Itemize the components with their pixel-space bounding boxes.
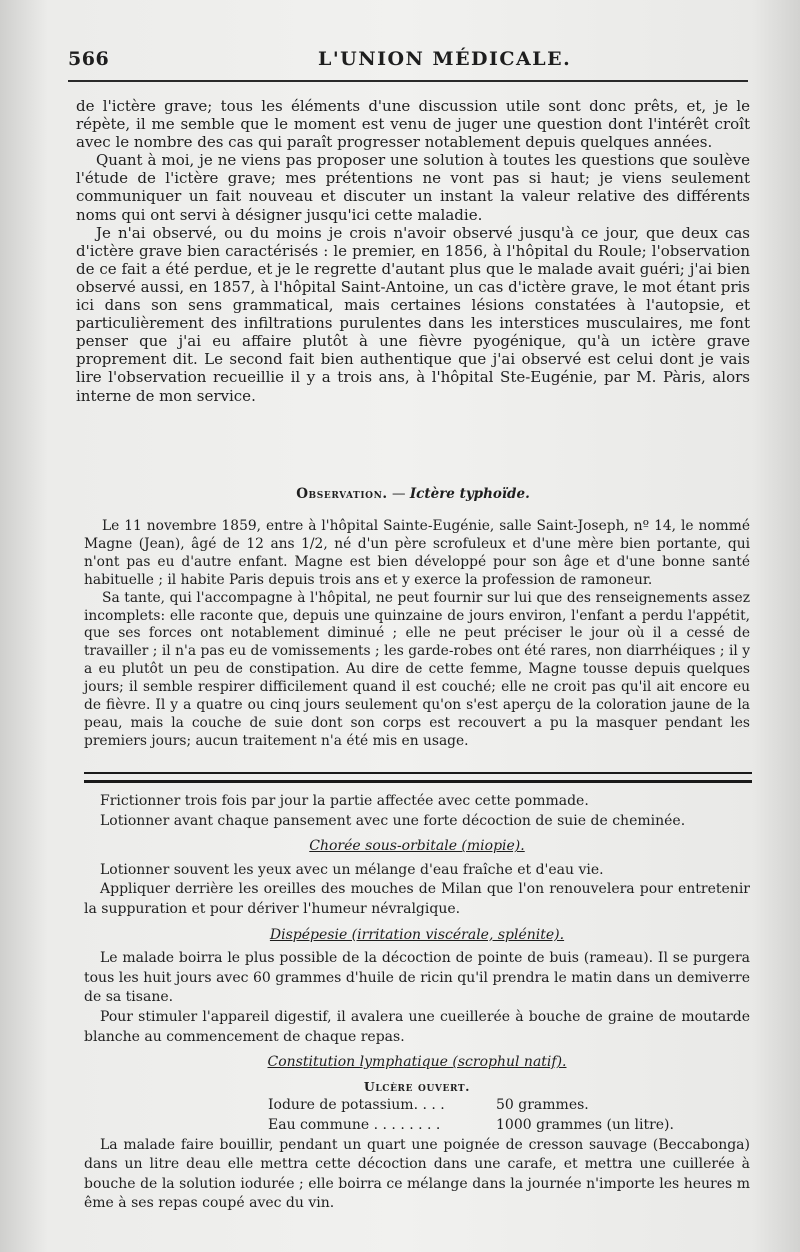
section-heading — [84, 1053, 750, 1073]
prescription-line: Frictionner trois fois par jour la partie affectée avec cette pommade. — [100, 793, 589, 809]
header-rule — [68, 80, 748, 82]
recipe-row — [84, 1116, 750, 1136]
subsection-heading: Ulcère ouvert. — [363, 1078, 471, 1094]
observation-paragraph: Le 11 novembre 1859, entre à l'hôpital Sainte-Eugénie, salle Saint-Joseph, nº 14, le nommé Magne (Jean), âgé de 12 ans 1/2, né d'un père scrofuleux et d'une mère bien portante, qui n'ont pas eu d'autre enfant. Magne est bien développé pour son âge et d'une bonne santé habituelle ; il habite Paris depuis trois ans et y exerce la profession de ramoneur. — [84, 518, 750, 588]
page-header — [68, 48, 748, 78]
prescription-section — [84, 792, 750, 1214]
observation-dash: — — [387, 486, 410, 502]
prescription-paragraph: Pour stimuler l'appareil digestif, il avalera une cueillerée à bouche de graine de moutarde blanche au commencement de chaque repas. — [84, 1008, 750, 1045]
observation-title: Ictère typhoïde. — [409, 486, 530, 502]
section-heading — [84, 837, 750, 857]
section-heading-text: Constitution lymphatique (scrophul natif). — [267, 1054, 567, 1071]
recipe-ingredient: Iodure de potassium. . . . — [268, 1097, 445, 1114]
body-text — [76, 97, 750, 405]
page-number: 566 — [68, 48, 110, 70]
observation-label: Observation. — [296, 486, 388, 502]
recipe-quantity: 50 grammes. — [496, 1097, 589, 1114]
section-divider — [84, 772, 752, 783]
recipe-ingredient: Eau commune . . . . . . . . — [268, 1116, 441, 1133]
prescription-line: Lotionner avant chaque pansement avec une forte décoction de suie de cheminée. — [100, 812, 686, 829]
body-paragraph: Je n'ai observé, ou du moins je crois n'avoir observé jusqu'à ce jour, que deux cas d'ictère grave bien caractérisés : le premier, en 1856, à l'hôpital du Roule; l'observation de ce fait a été perdue, et je le regrette d'autant plus que le malade avait guéri; j'ai bien observé aussi, en 1857, à l'hôpital Saint-Antoine, un cas d'ictère grave, le mot étant pris ici dans son sens grammatical, mais certaines lésions constatées à l'autopsie, et particulièrement des infiltrations purulentes dans les interstices musculaires, me font penser que j'ai eu affaire plutôt à une fièvre pyogénique, qu'à un ictère grave proprement dit. Le second fait bien authentique que j'ai observé est celui dont je vais lire l'observation recueillie il y a trois ans, à l'hôpital Ste-Eugénie, par M. Pàris, alors interne de mon service. — [76, 223, 750, 405]
observation-paragraph: Sa tante, qui l'accompagne à l'hôpital, ne peut fournir sur lui que des renseignements assez incomplets: elle raconte que, depuis une quinzaine de jours environ, l'enfant a perdu l'appétit, que ses forces ont notablement diminué ; elle ne peut préciser le jour où il a cessé de travailler ; il n'a pas eu de vomissements ; les garde-robes ont été rares, non diarrhéiques ; il y a eu plutôt un peu de constipation. Au dire de cette femme, Magne tousse depuis quelques jours; il semble respirer difficilement quand il est couché; elle ne croit pas qu'il ait encore eu de fièvre. Il y a quatre ou cinq jours seulement qu'on s'est aperçu de la coloration jaune de la peau, mais la couche de suie dont son corps est recouvert a pu la masquer pendant les premiers jours; aucun traitement n'a été mis en usage. — [84, 589, 750, 749]
journal-title: L'UNION MÉDICALE. — [318, 48, 572, 70]
body-paragraph: de l'ictère grave; tous les éléments d'une discussion utile sont donc prêts, et, je le répète, il me semble que le moment est venu de juger une question dont l'intérêt croît avec le nombre des cas qui paraît progresser notablement depuis quelques années. — [76, 97, 750, 152]
recipe-row — [84, 1096, 750, 1116]
recipe-quantity: 1000 grammes (un litre). — [496, 1116, 674, 1133]
prescription-paragraph: Appliquer derrière les oreilles des mouches de Milan que l'on renouvelera pour entretenir la suppuration et pour dériver l'humeur névralgique. — [84, 881, 750, 917]
section-heading-text: Dispépesie (irritation viscérale, splénite). — [269, 926, 565, 943]
observation-heading — [76, 486, 750, 502]
body-paragraph: Quant à moi, je ne viens pas proposer une solution à toutes les questions que soulève l'étude de l'ictère grave; mes prétentions ne vont pas si haut; je viens seulement communiquer un fait nouveau et discuter un instant la valeur relative des différents noms qui ont servi à désigner jusqu'ici cette maladie. — [76, 151, 750, 224]
prescription-paragraph: Lotionner souvent les yeux avec un mélange d'eau fraîche et d'eau vie. — [100, 861, 604, 878]
section-heading-text: Chorée sous-orbitale (miopie). — [309, 838, 525, 855]
observation-text — [84, 518, 750, 751]
prescription-paragraph: La malade faire bouillir, pendant un quart une poignée de cresson sauvage (Beccabonga) dans un litre deau elle mettra cette décoction dans une carafe, et mettra une cuillerée à bouche de la solution iodurée ; elle boirra ce mélange dans la journée n'importe les heures m ême à ses repas coupé avec du vin. — [84, 1136, 750, 1212]
prescription-paragraph: Le malade boirra le plus possible de la décoction de pointe de buis (rameau). Il se purgera tous les huit jours avec 60 grammes d'huile de ricin qu'il prendra le matin dans un demiverre de sa tisane. — [84, 950, 750, 1006]
section-heading — [84, 926, 750, 946]
